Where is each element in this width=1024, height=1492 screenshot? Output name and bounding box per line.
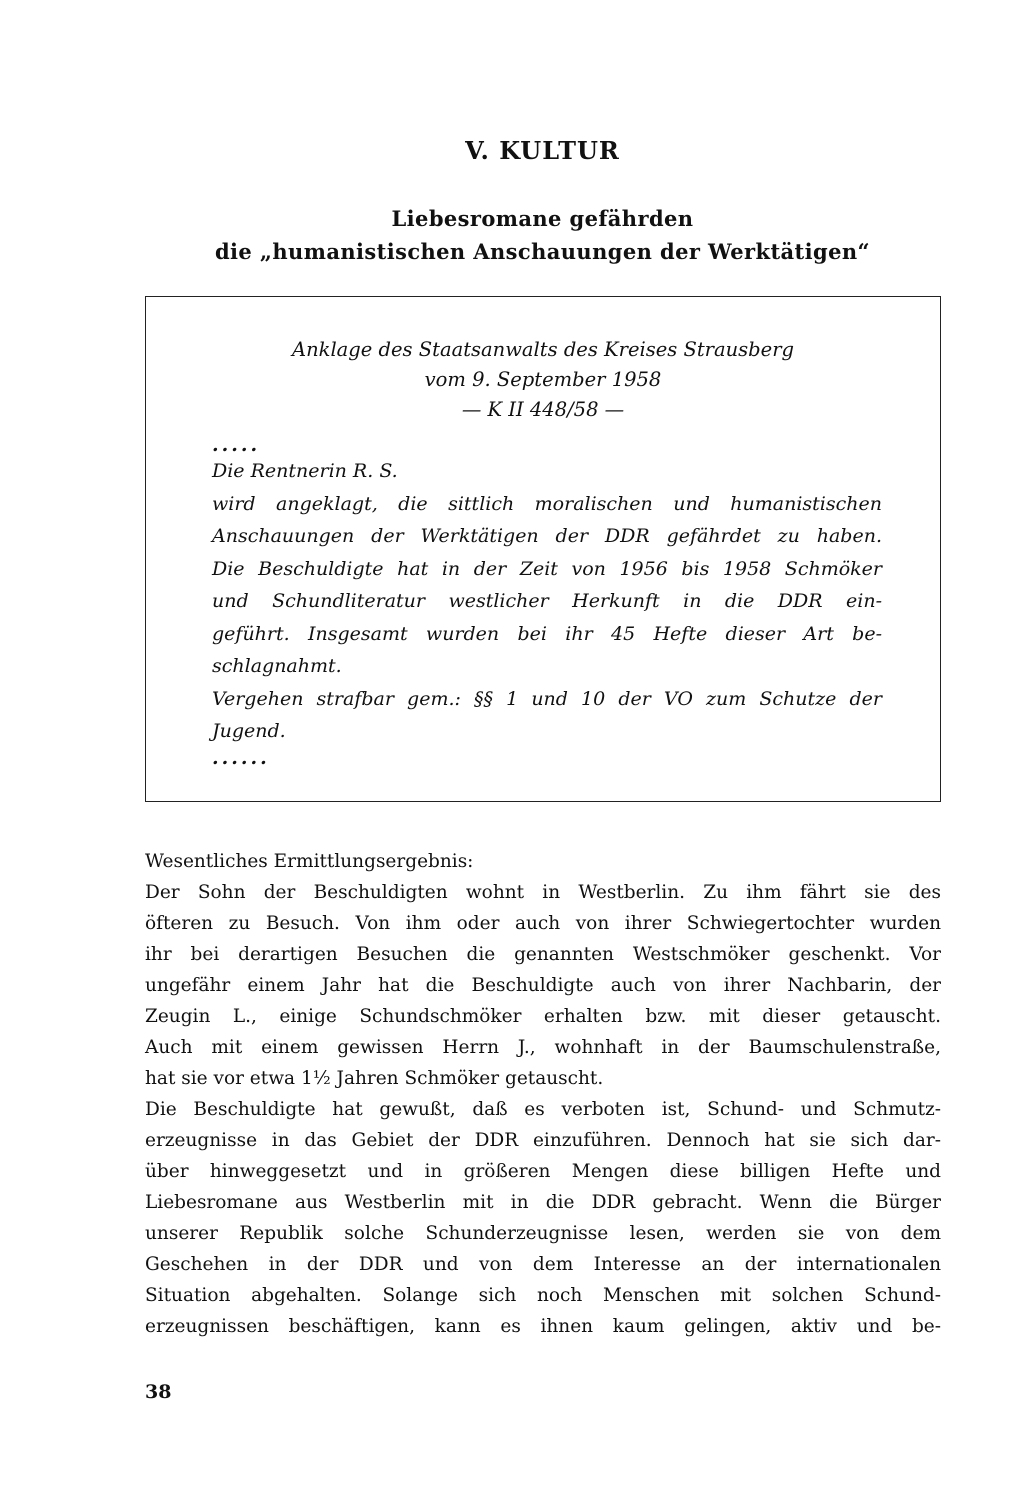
text-line: hat sie vor etwa 1½ Jahren Schmöker getauscht. <box>145 1068 604 1089</box>
indictment-line: wird angeklagt, die sittlich moralischen und humanistischen <box>212 492 882 515</box>
text-line: ihr bei derartigen Besuchen die genannten Westschmöker geschenkt. Vor <box>145 944 941 965</box>
text-line: Situation abgehalten. Solange sich noch Menschen mit solchen Schund- <box>145 1285 941 1306</box>
page-number: 38 <box>145 1381 172 1403</box>
text-line: über hinweggesetzt und in größeren Mengen diese billigen Hefte und <box>145 1161 941 1182</box>
investigation-result <box>145 846 941 1342</box>
indictment-line: Jugend. <box>212 720 286 742</box>
headline-line: Liebesromane gefährden <box>391 206 694 231</box>
indictment-line: Die Beschuldigte hat in der Zeit von 1956 bis 1958 Schmöker <box>212 557 882 580</box>
indictment-line: und Schundliteratur westlicher Herkunft in die DDR ein- <box>212 590 882 612</box>
text-line: erzeugnisse in das Gebiet der DDR einzuführen. Dennoch hat sie sich dar- <box>145 1130 941 1151</box>
text-line: unserer Republik solche Schunderzeugnisse lesen, werden sie von dem <box>145 1223 941 1244</box>
indictment-header-line: — K II 448/58 — <box>461 398 625 421</box>
indictment-body <box>212 435 882 768</box>
headline-line: die „humanistischen Anschauungen der Werktätigen“ <box>214 239 871 264</box>
ellipsis-top: ..... <box>212 434 261 456</box>
indictment-line: Anschauungen der Werktätigen der DDR gefährdet zu haben. <box>212 525 882 547</box>
text-line: Die Beschuldigte hat gewußt, daß es verboten ist, Schund- und Schmutz- <box>145 1099 941 1120</box>
text-line: Liebesromane aus Westberlin mit in die DDR gebracht. Wenn die Bürger <box>145 1192 941 1213</box>
text-line: öfteren zu Besuch. Von ihm oder auch von ihrer Schwiegertochter wurden <box>145 913 941 934</box>
text-line: ungefähr einem Jahr hat die Beschuldigte auch von ihrer Nachbarin, der <box>145 975 941 996</box>
headline <box>0 202 1024 268</box>
indictment-line: Die Rentnerin R. S. <box>212 460 398 482</box>
text-line: Wesentliches Ermittlungsergebnis: <box>145 851 474 872</box>
ellipsis-bottom: ...... <box>212 746 270 769</box>
text-line: erzeugnissen beschäftigen, kann es ihnen kaum gelingen, aktiv und be- <box>145 1316 941 1337</box>
indictment-header-line: vom 9. September 1958 <box>424 368 662 391</box>
indictment-header <box>146 335 940 425</box>
text-line: Auch mit einem gewissen Herrn J., wohnhaft in der Baumschulenstraße, <box>145 1037 941 1058</box>
indictment-header-line: Anklage des Staatsanwalts des Kreises Strausberg <box>291 338 795 361</box>
chapter-title: V. KULTUR <box>465 136 620 165</box>
text-line: Zeugin L., einige Schundschmöker erhalten bzw. mit dieser getauscht. <box>145 1006 941 1027</box>
indictment-line: Vergehen strafbar gem.: §§ 1 und 10 der VO zum Schutze der <box>212 687 882 710</box>
indictment-line: schlagnahmt. <box>212 655 342 677</box>
text-line: Der Sohn der Beschuldigten wohnt in Westberlin. Zu ihm fährt sie des <box>145 882 941 903</box>
text-line: Geschehen in der DDR und von dem Interesse an der internationalen <box>145 1254 941 1275</box>
indictment-line: geführt. Insgesamt wurden bei ihr 45 Hefte dieser Art be- <box>212 622 882 645</box>
indictment-box <box>145 296 941 802</box>
